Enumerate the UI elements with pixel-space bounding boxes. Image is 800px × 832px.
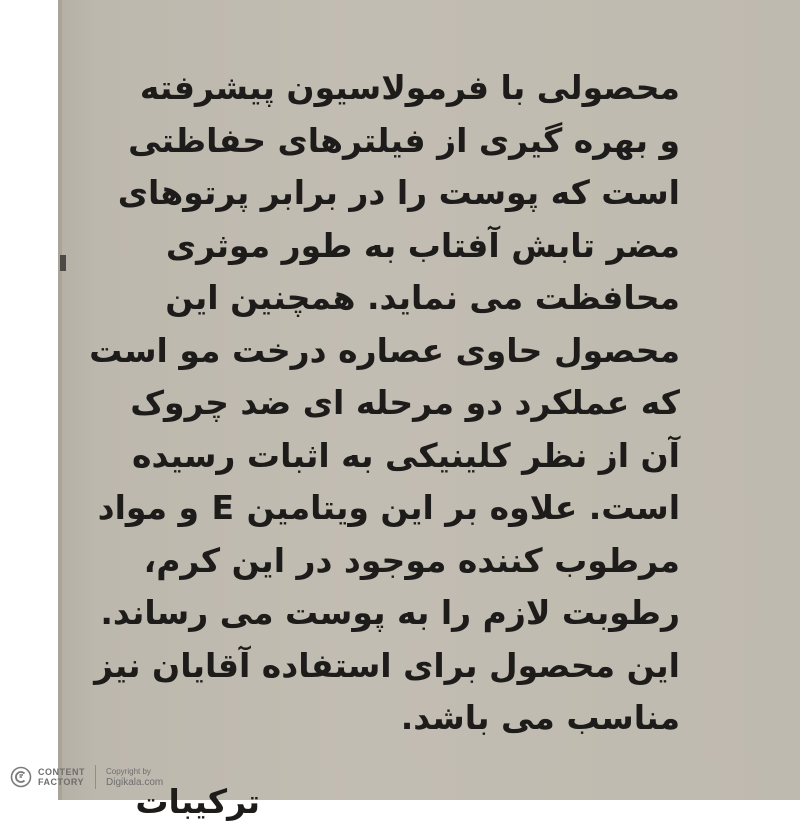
watermark-copyright (106, 766, 163, 788)
watermark-divider (95, 765, 96, 789)
watermark-brand-line2: FACTORY (38, 777, 85, 787)
description-line: است. علاوه بر این ویتامین E و مواد (97, 488, 680, 527)
description-line: رطوبت لازم را به پوست می رساند. (100, 593, 680, 632)
content-factory-logo-icon (10, 766, 32, 788)
description-line: آن از نظر کلینیکی به اثبات رسیده (131, 435, 680, 475)
description-line: و بهره گیری از فیلترهای حفاظتی (128, 120, 680, 160)
watermark-copyright-text: Copyright by (106, 767, 151, 776)
description-line: مضر تابش آفتاب به طور موثری (165, 225, 680, 265)
watermark (10, 762, 163, 792)
watermark-site: Digikala.com (106, 777, 164, 788)
description-line: محصول حاوی عصاره درخت مو است (89, 330, 680, 370)
panel-edge-shadow (58, 0, 62, 800)
description-line: است که پوست را در برابر پرتوهای (117, 173, 680, 212)
partial-heading: ترکیبات (135, 782, 260, 821)
product-description (89, 62, 680, 745)
watermark-brand-line1: CONTENT (38, 767, 85, 777)
description-line: مرطوب کننده موجود در این کرم، (143, 540, 680, 580)
description-line: که عملکرد دو مرحله ای ضد چروک (130, 383, 680, 422)
description-line: این محصول برای استفاده آقایان نیز (94, 645, 680, 685)
description-line: مناسب می باشد. (400, 698, 680, 737)
description-line: محصولی با فرمولاسیون پیشرفته (139, 68, 680, 107)
description-line: محافظت می نماید. همچنین این (165, 278, 680, 317)
panel-notch-mark (60, 255, 66, 271)
watermark-brand (38, 767, 85, 787)
